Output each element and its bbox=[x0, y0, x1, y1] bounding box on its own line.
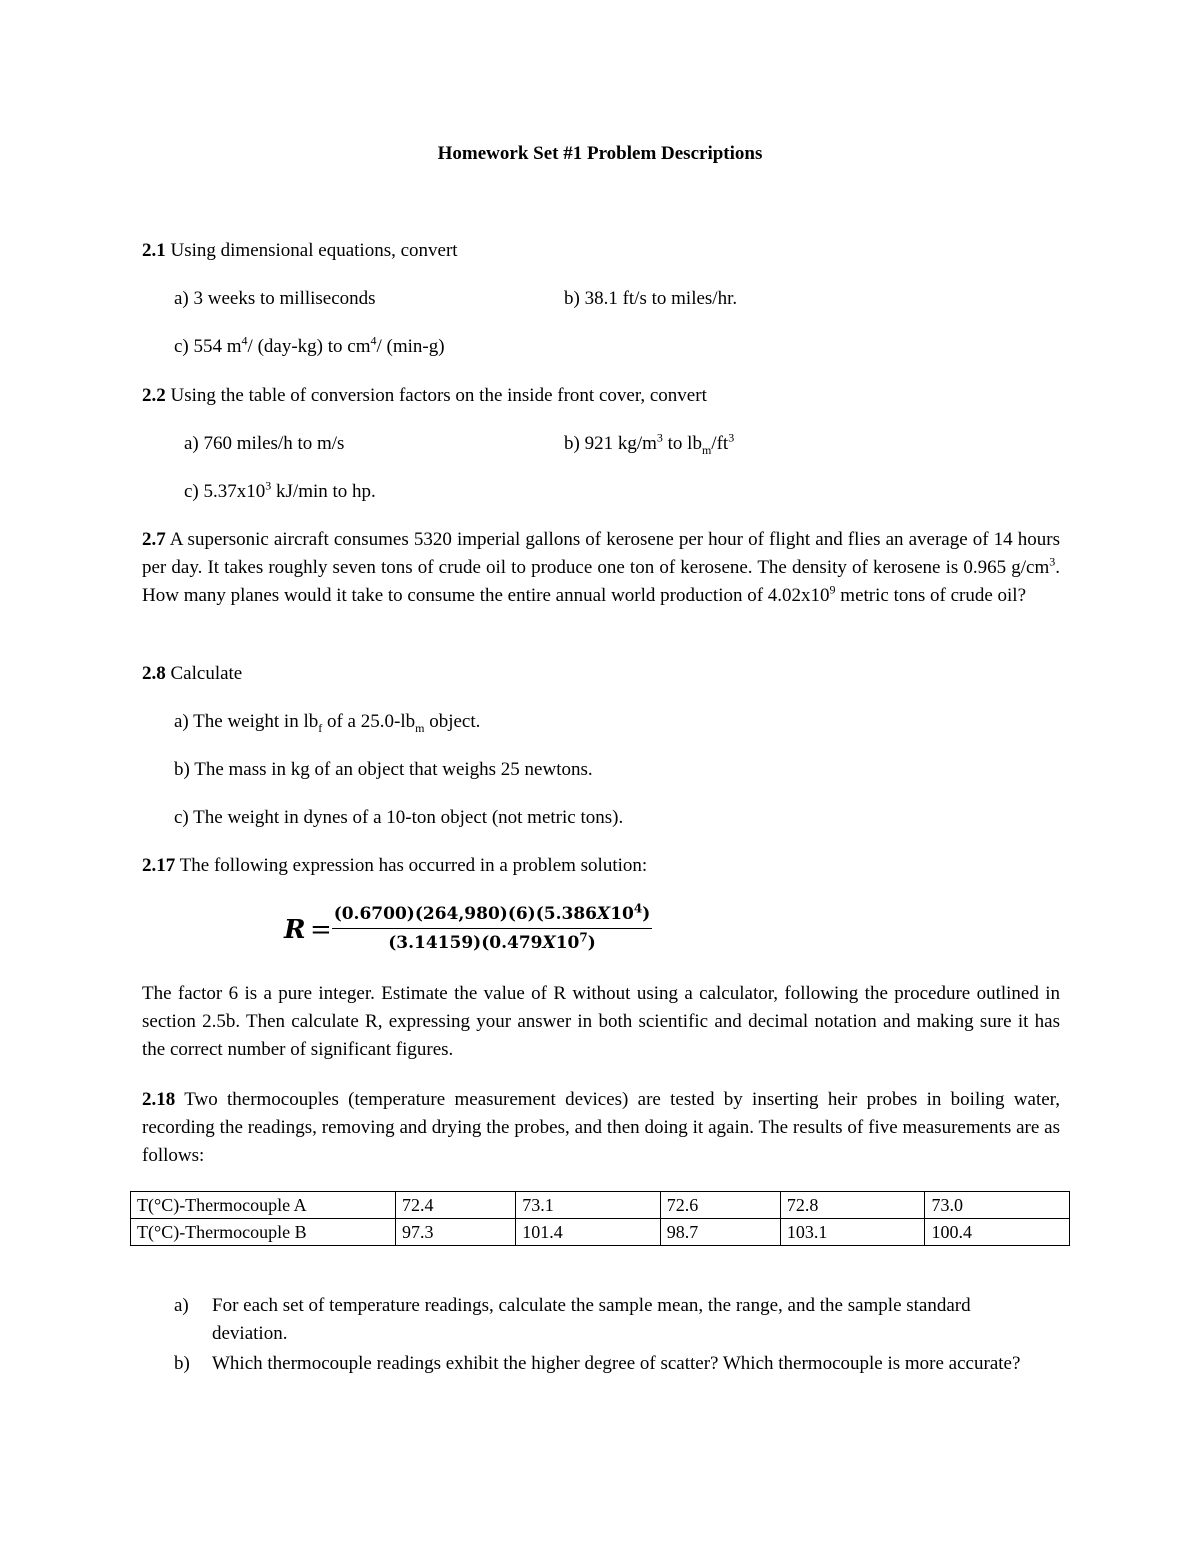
problem-number: 2.8 bbox=[142, 663, 166, 684]
subscript: m bbox=[415, 720, 425, 735]
superscript: 3 bbox=[1049, 554, 1056, 569]
row-label: T(°C)-Thermocouple B bbox=[131, 1219, 396, 1246]
exponent: 4 bbox=[633, 901, 643, 916]
part-text: a) The weight in lb bbox=[174, 711, 319, 732]
problem-text: The following expression has occurred in a problem solution: bbox=[175, 855, 648, 876]
table-row bbox=[131, 1219, 1070, 1246]
subscript: m bbox=[701, 442, 712, 457]
problem-2-1-heading bbox=[142, 239, 458, 263]
problem-text: A supersonic aircraft consumes 5320 imperial gallons of kerosene per hour of flight and flies an average of 14 hours per day. It takes roughly seven tons of crude oil to produce one ton of kerosene. The density of kerosene is 0.965 g/cm bbox=[142, 529, 1060, 578]
problem-2-18-a: For each set of temperature readings, calculate the sample mean, the range, and the sample standard deviation. bbox=[212, 1295, 971, 1344]
fraction-numerator bbox=[332, 903, 652, 929]
problem-2-1-c bbox=[174, 335, 445, 359]
table-cell: 100.4 bbox=[925, 1219, 1070, 1246]
page-title: Homework Set #1 Problem Descriptions bbox=[437, 143, 763, 164]
problem-text: metric tons of crude oil? bbox=[835, 585, 1027, 606]
problem-text: Using dimensional equations, convert bbox=[165, 240, 458, 261]
table-cell: 72.6 bbox=[660, 1192, 780, 1219]
part-text: kJ/min to hp. bbox=[271, 481, 376, 502]
times-symbol: X bbox=[542, 933, 556, 953]
table-cell: 103.1 bbox=[780, 1219, 925, 1246]
problem-number: 2.17 bbox=[142, 855, 176, 876]
subscript: f bbox=[318, 720, 323, 735]
denominator-text: ) bbox=[587, 933, 596, 953]
superscript: 4 bbox=[370, 333, 377, 348]
superscript: 9 bbox=[829, 582, 836, 597]
table-cell: 73.0 bbox=[925, 1192, 1070, 1219]
problem-number: 2.2 bbox=[142, 385, 166, 406]
part-text: b) 921 kg/m bbox=[564, 433, 657, 454]
problem-2-18-b: Which thermocouple readings exhibit the higher degree of scatter? Which thermocouple is more accurate? bbox=[212, 1353, 1021, 1374]
thermocouple-table bbox=[130, 1191, 1070, 1246]
problem-number: 2.18 bbox=[142, 1089, 176, 1110]
problem-2-18-b-label: b) bbox=[174, 1353, 190, 1374]
problem-2-1-a: a) 3 weeks to milliseconds bbox=[174, 288, 376, 309]
problem-text: Two thermocouples (temperature measurement devices) are tested by inserting heir probes in boiling water, recording the readings, removing and drying the probes, and then doing it again. The results of five measurements are as follows: bbox=[142, 1089, 1060, 1166]
part-text: / (day-kg) to cm bbox=[247, 336, 371, 357]
row-label: T(°C)-Thermocouple A bbox=[131, 1192, 396, 1219]
part-text: c) 554 m bbox=[174, 336, 242, 357]
superscript: 4 bbox=[241, 333, 248, 348]
problem-2-17-body: The factor 6 is a pure integer. Estimate the value of R without using a calculator, following the procedure outlined in section 2.5b. Then calculate R, expressing your answer in both scientific and decimal notation and making sure it has the correct number of significant figures. bbox=[142, 983, 1060, 1060]
problem-2-17-heading bbox=[142, 854, 647, 878]
problem-number: 2.7 bbox=[142, 529, 166, 550]
problem-text: Calculate bbox=[165, 663, 243, 684]
problem-2-8-a bbox=[174, 710, 480, 734]
fraction-denominator bbox=[332, 929, 652, 954]
part-text: object. bbox=[424, 711, 481, 732]
problem-text: Using the table of conversion factors on the inside front cover, convert bbox=[165, 385, 707, 406]
problem-2-18-a-label: a) bbox=[174, 1295, 189, 1316]
numerator-text: 10 bbox=[610, 904, 634, 924]
problem-number: 2.1 bbox=[142, 240, 166, 261]
problem-2-8-b: b) The mass in kg of an object that weighs 25 newtons. bbox=[174, 759, 593, 780]
part-text: / (min-g) bbox=[376, 336, 445, 357]
part-text: /ft bbox=[711, 433, 729, 454]
table-row bbox=[131, 1192, 1070, 1219]
equation-equals: = bbox=[310, 915, 332, 945]
equation-fraction bbox=[332, 903, 652, 954]
table-cell: 72.4 bbox=[396, 1192, 516, 1219]
superscript: 3 bbox=[656, 430, 663, 445]
problem-2-1-b: b) 38.1 ft/s to miles/hr. bbox=[564, 288, 738, 309]
problem-2-18 bbox=[142, 1086, 1060, 1170]
problem-2-2-heading bbox=[142, 384, 707, 408]
numerator-text: (0.6700)(264,980)(6)(5.386 bbox=[333, 904, 598, 924]
problem-text: . How many planes would it take to consume the entire annual world production of 4.02x10 bbox=[142, 557, 1060, 606]
numerator-text: ) bbox=[642, 904, 651, 924]
superscript: 3 bbox=[265, 478, 272, 493]
table-cell: 72.8 bbox=[780, 1192, 925, 1219]
table-cell: 98.7 bbox=[660, 1219, 780, 1246]
superscript: 3 bbox=[728, 430, 735, 445]
table-cell: 101.4 bbox=[516, 1219, 661, 1246]
problem-2-2-c bbox=[184, 480, 376, 504]
part-text: to lb bbox=[662, 433, 702, 454]
table-cell: 97.3 bbox=[396, 1219, 516, 1246]
part-text: of a 25.0-lb bbox=[322, 711, 416, 732]
denominator-text: (3.14159)(0.479 bbox=[388, 933, 543, 953]
problem-2-8-heading bbox=[142, 662, 242, 686]
problem-2-7 bbox=[142, 526, 1060, 610]
equation-lhs: R bbox=[284, 915, 306, 945]
problem-2-8-c: c) The weight in dynes of a 10-ton object (not metric tons). bbox=[174, 807, 624, 828]
problem-2-2-a: a) 760 miles/h to m/s bbox=[184, 433, 345, 454]
table-cell: 73.1 bbox=[516, 1192, 661, 1219]
exponent: 7 bbox=[579, 930, 588, 945]
part-text: c) 5.37x10 bbox=[184, 481, 266, 502]
times-symbol: X bbox=[597, 904, 611, 924]
denominator-text: 10 bbox=[555, 933, 580, 953]
problem-2-2-b bbox=[564, 432, 734, 456]
